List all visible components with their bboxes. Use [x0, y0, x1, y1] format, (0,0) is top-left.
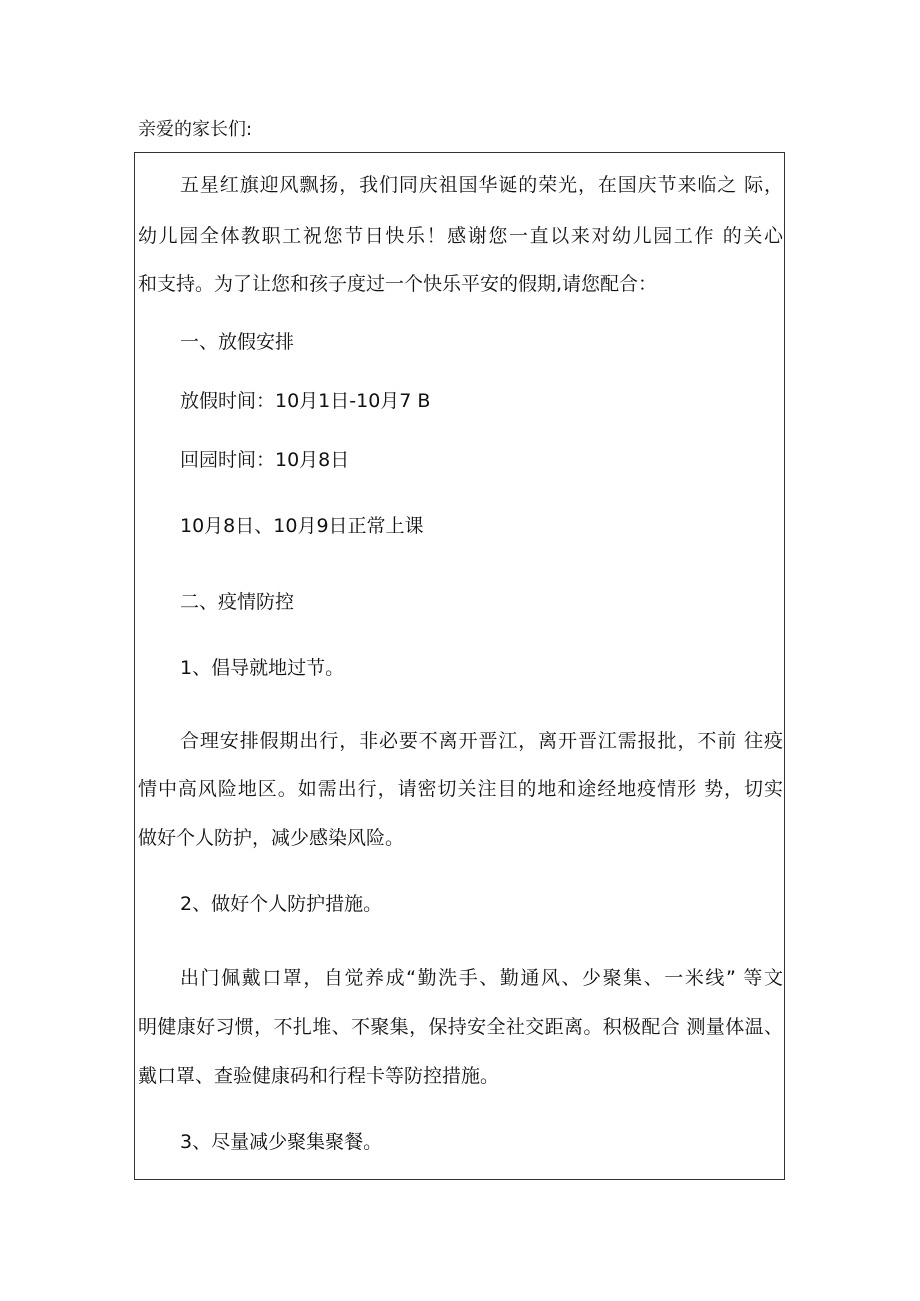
item-1-title: 1、倡导就地过节。 [180, 657, 345, 679]
item-1-line-3: 做好个人防护，减少感染风险。 [138, 827, 405, 849]
intro-line-3: 和支持。为了让您和孩子度过一个快乐平安的假期,请您配合： [138, 273, 658, 295]
item-2-line-2: 明健康好习惯，不扎堆、不聚集，保持安全社交距离。积极配合 测量体温、 [138, 1016, 783, 1038]
item-1-line-2: 情中高风险地区。如需出行，请密切关注目的地和途经地疫情形 势，切实 [138, 778, 783, 800]
item-2-title: 2、做好个人防护措施。 [180, 893, 383, 915]
item-2-line-3: 戴口罩、查验健康码和行程卡等防控措施。 [138, 1065, 500, 1087]
class-resume: 10月8日、10月9日正常上课 [180, 515, 424, 537]
intro-line-2: 幼儿园全体教职工祝您节日快乐！感谢您一直以来对幼儿园工作 的关心 [138, 225, 783, 247]
holiday-time: 放假时间：10月1日-10月7 B [180, 390, 431, 412]
item-1-line-1: 合理安排假期出行，非必要不离开晋江，离开晋江需报批，不前 往疫 [180, 730, 783, 752]
intro-line-1: 五星红旗迎风飘扬，我们同庆祖国华诞的荣光，在国庆节来临之 际， [180, 174, 783, 196]
item-2-line-1: 出门佩戴口罩，自觉养成“勤洗手、勤通风、少聚集、一米线” 等文 [180, 967, 783, 989]
section-2-heading: 二、疫情防控 [180, 591, 295, 613]
item-3-title: 3、尽量减少聚集聚餐。 [180, 1131, 383, 1153]
section-1-heading: 一、放假安排 [180, 331, 295, 353]
return-time: 回园时间：10月8日 [180, 449, 350, 471]
salutation: 亲爱的家长们: [138, 119, 253, 140]
